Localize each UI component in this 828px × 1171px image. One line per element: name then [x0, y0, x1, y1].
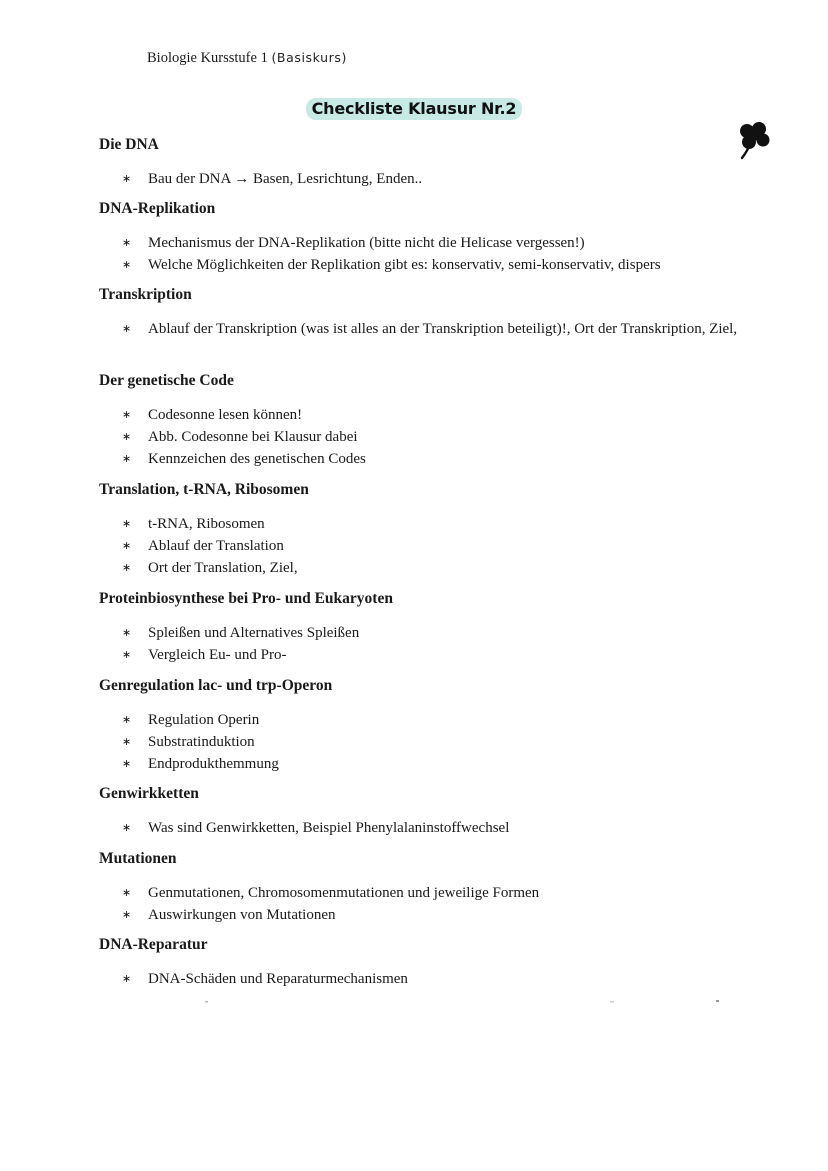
section: [99, 371, 779, 470]
list-item-text: Abb. Codesonne bei Klausur dabei: [148, 429, 358, 445]
asterisk-bullet-icon: ∗: [122, 322, 132, 335]
list-item-text: Codesonne lesen können!: [148, 407, 303, 423]
asterisk-bullet-icon: ∗: [122, 408, 132, 421]
list-item: [99, 904, 779, 926]
section: [99, 784, 779, 839]
asterisk-bullet-icon: ∗: [122, 172, 132, 185]
asterisk-bullet-icon: ∗: [122, 648, 132, 661]
section-heading: Genwirkketten: [99, 785, 199, 802]
list-item-text: DNA-Schäden und Reparaturmechanismen: [148, 971, 408, 987]
section: [99, 935, 779, 990]
section-heading: Genregulation lac- und trp-Operon: [99, 677, 333, 694]
list-item: [99, 426, 779, 448]
list-item: [99, 232, 779, 254]
asterisk-bullet-icon: ∗: [122, 735, 132, 748]
list-item-text: t-RNA, Ribosomen: [148, 516, 265, 532]
asterisk-bullet-icon: ∗: [122, 561, 132, 574]
list-item-text: Spleißen und Alternatives Spleißen: [148, 625, 360, 641]
asterisk-bullet-icon: ∗: [122, 430, 132, 443]
section: [99, 480, 779, 579]
list-item-text: Was sind Genwirkketten, Beispiel Phenylalaninstoffwechsel: [148, 820, 510, 836]
bullet-list: [99, 622, 779, 666]
asterisk-bullet-icon: ∗: [122, 452, 132, 465]
section-heading: DNA-Reparatur: [99, 936, 208, 953]
section-heading: Die DNA: [99, 136, 159, 153]
scan-specks: [0, 995, 828, 1007]
list-item: [99, 731, 779, 753]
bullet-list: [99, 817, 779, 839]
list-item-text: Genmutationen, Chromosomenmutationen und jeweilige Formen: [148, 885, 540, 901]
section-heading: Translation, t-RNA, Ribosomen: [99, 481, 309, 498]
section: [99, 199, 779, 276]
bullet-list: [99, 968, 779, 990]
bullet-list: [99, 168, 779, 190]
asterisk-bullet-icon: ∗: [122, 258, 132, 271]
section-heading: Mutationen: [99, 850, 177, 867]
list-item: [99, 557, 779, 579]
list-item-text: Ort der Translation, Ziel,: [148, 560, 298, 576]
asterisk-bullet-icon: ∗: [122, 886, 132, 899]
asterisk-bullet-icon: ∗: [122, 908, 132, 921]
list-item: [99, 254, 779, 276]
asterisk-bullet-icon: ∗: [122, 517, 132, 530]
list-item: [99, 709, 779, 731]
asterisk-bullet-icon: ∗: [122, 972, 132, 985]
list-item: [99, 817, 779, 839]
list-item: [99, 448, 779, 470]
asterisk-bullet-icon: ∗: [122, 821, 132, 834]
section-heading: Proteinbiosynthese bei Pro- und Eukaryoten: [99, 590, 393, 607]
list-item-text: Vergleich Eu- und Pro-: [148, 647, 287, 663]
list-item-text: Ablauf der Translation: [148, 538, 284, 554]
section: [99, 589, 779, 666]
list-item-text: Mechanismus der DNA-Replikation (bitte nicht die Helicase vergessen!): [148, 235, 585, 251]
course-level-handwritten: (Basiskurs): [271, 50, 347, 65]
list-item: [99, 513, 779, 535]
list-item: [99, 404, 779, 426]
section: [99, 135, 779, 190]
asterisk-bullet-icon: ∗: [122, 236, 132, 249]
list-item: [99, 968, 779, 990]
list-item: [99, 644, 779, 666]
asterisk-bullet-icon: ∗: [122, 757, 132, 770]
bullet-list: [99, 709, 779, 775]
list-item-text: Auswirkungen von Mutationen: [148, 907, 336, 923]
bullet-list: [99, 513, 779, 579]
list-item: [99, 535, 779, 557]
section-heading: Der genetische Code: [99, 372, 234, 389]
section: [99, 285, 779, 340]
section: [99, 676, 779, 775]
list-item-text: Kennzeichen des genetischen Codes: [148, 451, 366, 467]
bullet-list: [99, 232, 779, 276]
bullet-list: [99, 404, 779, 470]
list-item-text: Regulation Operin: [148, 712, 260, 728]
bullet-list: [99, 882, 779, 926]
list-item: [99, 882, 779, 904]
list-item: [99, 318, 779, 340]
list-item: [99, 753, 779, 775]
bullet-list: [99, 318, 779, 340]
asterisk-bullet-icon: ∗: [122, 539, 132, 552]
document-title-text: Checkliste Klausur Nr.2: [306, 98, 523, 120]
document-title: [0, 98, 828, 120]
asterisk-bullet-icon: ∗: [122, 713, 132, 726]
list-item: [99, 168, 779, 190]
list-item-text: Substratinduktion: [148, 734, 255, 750]
course-name: Biologie Kursstufe 1: [147, 50, 268, 66]
section-heading: Transkription: [99, 286, 192, 303]
list-item-text: Endprodukthemmung: [148, 756, 279, 772]
list-item-text: Welche Möglichkeiten der Replikation gibt es: konservativ, semi-konservativ, dispers: [148, 257, 661, 273]
asterisk-bullet-icon: ∗: [122, 626, 132, 639]
list-item-text: Bau der DNA → Basen, Lesrichtung, Enden..: [148, 171, 423, 187]
section-heading: DNA-Replikation: [99, 200, 216, 217]
course-header: [147, 50, 347, 67]
section: [99, 849, 779, 926]
list-item: [99, 622, 779, 644]
list-item-text: Ablauf der Transkription (was ist alles an der Transkription beteiligt)!, Ort der Transkription, Ziel,: [148, 321, 738, 337]
